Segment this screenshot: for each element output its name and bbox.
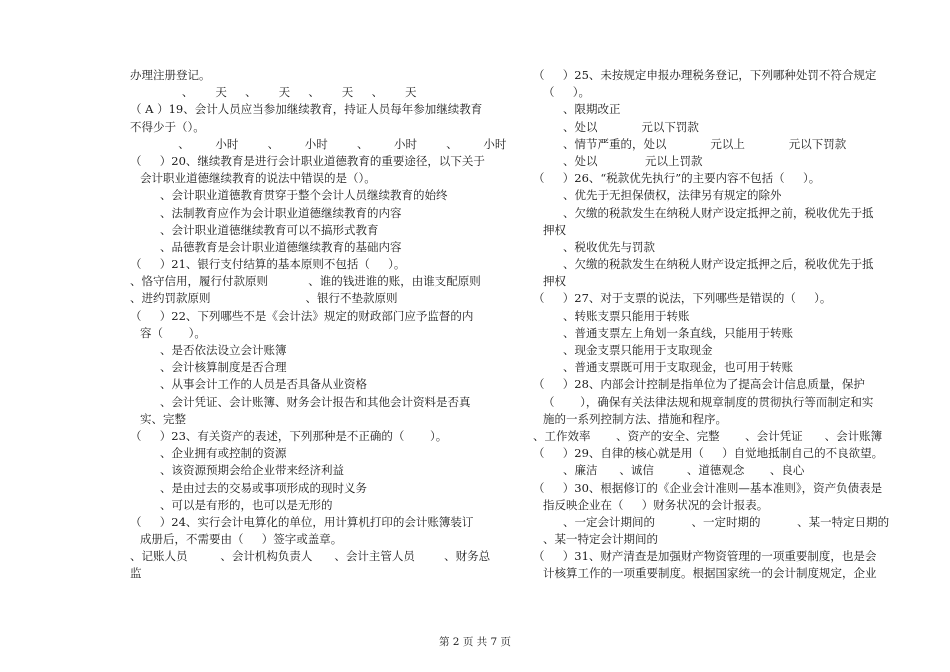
text-line: （ ）24、实行会计电算化的单位，用计算机打印的会计账簿装订	[130, 514, 474, 529]
text-line: 不得少于（）。	[130, 119, 205, 134]
text-line: 、 小时 、 小时 、 小时 、 小时	[160, 136, 507, 151]
text-line: 、情节严重的，处以 元以上 元以下罚款	[563, 136, 847, 151]
text-line: 、会计职业道德教育贯穿于整个会计人员继续教育的始终	[160, 188, 448, 203]
text-line: 监	[130, 566, 142, 581]
text-line: （ ），确保有关法律法规和规章制度的贯彻执行等而制定和实	[543, 394, 874, 409]
text-line: 指反映企业在（ ）财务状况的会计报表。	[543, 497, 769, 512]
text-line: 实、完整	[140, 411, 186, 426]
text-line: （ ）28、内部会计控制是指单位为了提高会计信息质量，保护	[533, 377, 865, 392]
text-line: 、记账人员 、会计机构负责人 、会计主管人员 、财务总	[130, 549, 491, 564]
text-line: 成册后，不需要由（ ）签字或盖章。	[140, 532, 343, 547]
text-line: 办理注册登记。	[130, 68, 211, 82]
text-line: 、优先于无担保债权，法律另有规定的除外	[563, 188, 782, 203]
text-line: 、欠缴的税款发生在纳税人财产设定抵押之前，税收优先于抵	[563, 205, 874, 220]
text-line: 、是否依法设立会计账簿	[160, 343, 287, 357]
text-line: 、从事会计工作的人员是否具备从业资格	[160, 377, 367, 392]
text-line: 、会计凭证、会计账簿、财务会计报告和其他会计资料是否真	[160, 394, 471, 409]
text-line: （ ）26、“税款优先执行”的主要内容不包括（ ）。	[533, 171, 821, 186]
text-line: （ ）27、对于支票的说法，下列哪些是错误的（ ）。	[533, 291, 832, 306]
left-column	[130, 67, 515, 583]
text-line: 押权	[543, 274, 566, 289]
text-line: （ ）20、继续教育是进行会计职业道德教育的重要途径，以下关于	[130, 153, 485, 168]
text-line: 、普通支票既可用于支取现金，也可用于转账	[563, 360, 793, 375]
text-line: 、是由过去的交易或事项形成的现时义务	[160, 480, 367, 495]
text-line: 、处以 元以上罚款	[563, 153, 703, 168]
text-line: 、欠缴的税款发生在纳税人财产设定抵押之后，税收优先于抵	[563, 257, 874, 272]
text-line: 、会计核算制度是否合理	[160, 360, 287, 375]
text-line: 会计职业道德继续教育的说法中错误的是（）。	[140, 171, 376, 186]
text-line: 、工作效率 、资产的安全、完整 、会计凭证 、会计账簿	[533, 428, 883, 443]
text-line: 、法制教育应作为会计职业道德继续教育的内容	[160, 205, 402, 220]
text-line: 押权	[543, 222, 566, 237]
text-line: （ ）。	[543, 85, 591, 100]
text-line: 、限期改正	[563, 102, 621, 117]
text-line: 、转账支票只能用于转账	[563, 308, 690, 323]
text-line: （ ）29、自律的核心就是用（ ）自觉地抵制自己的不良欲望。	[533, 446, 884, 461]
text-line: 、现金支票只能用于支取现金	[563, 343, 713, 357]
text-line: （ ）21、银行支付结算的基本原则不包括（ ）。	[130, 257, 406, 272]
text-line: 、普通支票左上角划一条直线，只能用于转账	[563, 325, 793, 340]
right-column	[533, 67, 893, 583]
text-line: 、处以 元以下罚款	[563, 119, 699, 134]
text-line: 、一定会计期间的 、一定时期的 、某一特定日期的	[563, 514, 890, 529]
text-line: 、恪守信用，履行付款原则 、谁的钱进谁的账，由谁支配原则	[130, 274, 481, 289]
text-line: 容（ ）。	[140, 325, 206, 340]
text-line: 、会计职业道德继续教育可以不搞形式教育	[160, 222, 379, 237]
text-line: 、进约罚款原则 、银行不垫款原则	[130, 291, 398, 306]
text-line: 、某一特定会计期间的	[543, 532, 658, 547]
text-line: （ ）25、未按规定申报办理税务登记，下列哪种处罚不符合规定	[533, 68, 877, 82]
text-line: 、廉洁 、诚信 、道德观念 、良心	[563, 463, 805, 478]
text-line: （ ）31、财产清查是加强财产物资管理的一项重要制度，也是会	[533, 549, 877, 564]
text-line: （ ）30、根据修订的《企业会计准则—基本准则》，资产负债表是	[533, 480, 883, 495]
text-line: 、可以是有形的，也可以是无形的	[160, 497, 333, 512]
text-line: 、品德教育是会计职业道德继续教育的基础内容	[160, 239, 402, 254]
text-line: 、税收优先与罚款	[563, 239, 655, 254]
page-footer: 第 2 页 共 7 页	[438, 636, 512, 648]
text-line: 计核算工作的一项重要制度。根据国家统一的会计制度规定，企业	[543, 566, 877, 581]
text-line: 、企业拥有或控制的资源	[160, 446, 287, 461]
text-line: （ ）23、有关资产的表述，下列那种是不正确的（ ）。	[130, 428, 448, 443]
text-line: 、 天 、 天 、 天 、 天	[160, 85, 417, 100]
text-line: （ ）22、下列哪些不是《会计法》规定的财政部门应予监督的内	[130, 308, 474, 323]
text-line: （ A ）19、会计人员应当参加继续教育，持证人员每年参加继续教育	[130, 102, 483, 117]
text-line: 、该资源预期会给企业带来经济利益	[160, 463, 344, 478]
text-line: 施的一系列控制方法、措施和程序。	[543, 411, 727, 426]
